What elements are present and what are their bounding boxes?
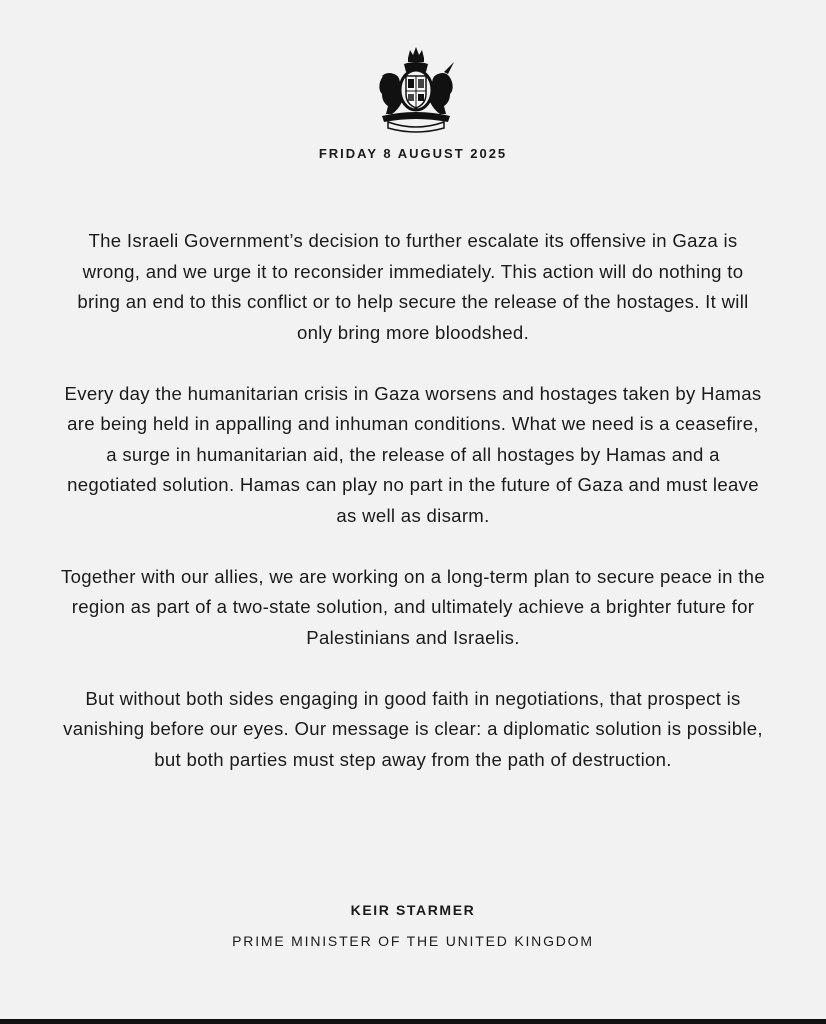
signatory-name: KEIR STARMER xyxy=(350,902,476,918)
royal-coat-of-arms-icon xyxy=(370,44,462,134)
paragraph: The Israeli Government’s decision to further escalate its offensive in Gaza is wrong, and we urge it to reconsider immediately. This action will do nothing to bring an end to this conflict or to help secure the release of the hostages. It will only bring more bloodshed. xyxy=(77,230,749,343)
paragraph: Every day the humanitarian crisis in Gaza worsens and hostages taken by Hamas are being held in appalling and inhuman conditions. What we need is a ceasefire, a surge in humanitarian aid, the release of all hostages by Hamas and a negotiated solution. Hamas can play no part in the future of Gaza and must leave as well as disarm. xyxy=(64,382,762,526)
statement-date: FRIDAY 8 AUGUST 2025 xyxy=(318,146,508,161)
bottom-border xyxy=(0,1019,826,1024)
paragraph: But without both sides engaging in good faith in negotiations, that prospect is vanishing before our eyes. Our message is clear: a diplomatic solution is possible, but both parties must step away from the path of destruction. xyxy=(63,687,763,770)
statement-body xyxy=(60,226,766,775)
signatory-title: PRIME MINISTER OF THE UNITED KINGDOM xyxy=(232,933,594,949)
paragraph: Together with our allies, we are working on a long-term plan to secure peace in the region as part of a two-state solution, and ultimately achieve a brighter future for Palestinians and Israelis. xyxy=(61,565,765,648)
